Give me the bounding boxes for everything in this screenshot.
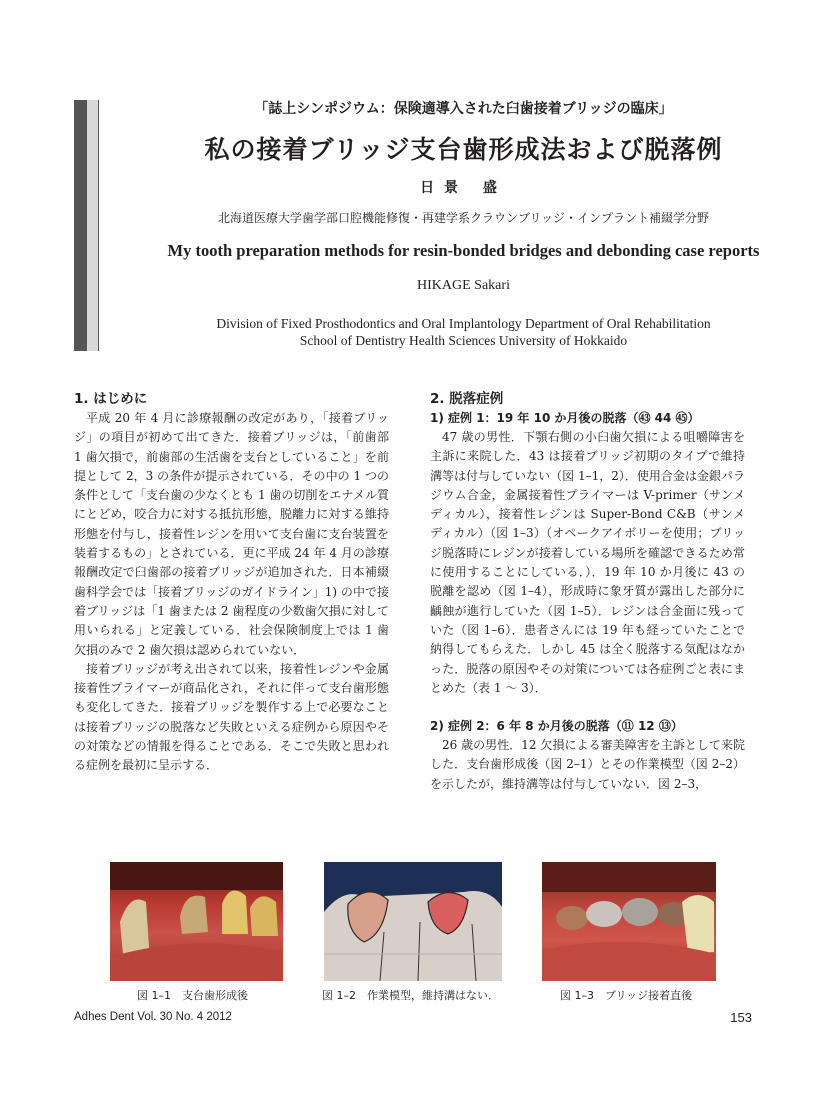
affiliation-en-line1: Division of Fixed Prosthodontics and Oral Implantology Department of Oral Rehabilitation bbox=[216, 316, 711, 331]
case1-heading: 1) 症例 1：19 年 10 か月後の脱落（㊸ 44 ㊺） bbox=[430, 411, 700, 425]
journal-footer: Adhes Dent Vol. 30 No. 4 2012 bbox=[74, 1011, 232, 1023]
figure-1-3-caption: 図 1–3 ブリッジ接着直後 bbox=[560, 989, 693, 1002]
symposium-series-title: 「誌上シンポジウム：保険適導入された臼歯接着ブリッジの臨床」 bbox=[254, 101, 673, 117]
left-column bbox=[74, 390, 389, 776]
case2-paragraph: 26 歳の男性．12 欠損による審美障害を主訴として来院した．支台歯形成後（図 2–1）とその作業模型（図 2–2）を示したが，維持溝等は付与していない．図 2–3， bbox=[430, 738, 745, 791]
section-heading-introduction: 1. はじめに bbox=[74, 391, 148, 407]
affiliation-en-line2: School of Dentistry Health Sciences University of Hokkaido bbox=[299, 333, 628, 348]
figure-1-3-illustration bbox=[542, 862, 716, 981]
intro-paragraph-1: 平成 20 年 4 月に診療報酬の改定があり，「接着ブリッジ」の項目が初めて出てきた．接着ブリッジは，「前歯部 1 歯欠損で，前歯部の生活歯を支台としていること」を前提として 2，3 の条件が提示されている．その中の 1 つの条件として「支台歯の少なくとも 1 歯の切削をエナメル質にとどめ，咬合力に対する抵抗形態，脱離力に対する維持形態を付与し，接着性レジンを用いて支台歯に支台装置を装着するもの」とされている．更に平成 24 年 4 月の診療報酬改定で臼歯部の接着ブリッジが追加された．日本補綴歯科学会では「接着ブリッジのガイドライン」1) の中で接着ブリッジは「1 歯または 2 歯程度の少数歯欠損に対して用いられる」と定義している．社会保険制度上では 1 歯欠損のみで 2 歯欠損は認められていない． bbox=[74, 411, 389, 657]
figure-1-2-illustration bbox=[324, 862, 502, 981]
article-title-ja: 私の接着ブリッジ支台歯形成法および脱落例 bbox=[204, 135, 723, 164]
article-title-en: My tooth preparation methods for resin-bonded bridges and debonding case reports bbox=[167, 241, 760, 260]
title-accent-bar bbox=[74, 100, 87, 351]
figure-1-3-photo bbox=[542, 862, 716, 981]
figure-1-1-caption: 図 1–1 支台歯形成後 bbox=[137, 989, 248, 1002]
intro-paragraph-2: 接着ブリッジが考え出されて以来，接着性レジンや金属接着性プライマーが商品化され，それに伴って支台歯形態も変化してきた．接着ブリッジを製作する上で必要なことは接着ブリッジの脱落など失敗といえる症例から原因やその対策などの情報を得ることである．そこで失敗と思われる症例を最初に呈示する． bbox=[74, 661, 389, 773]
right-column bbox=[430, 390, 745, 794]
figure-1-2-photo bbox=[324, 862, 502, 981]
affiliation-ja: 北海道医療大学歯学部口腔機能修復・再建学系クラウンブリッジ・インプラント補綴学分野 bbox=[217, 211, 710, 225]
affiliation-en bbox=[100, 315, 827, 349]
author-name-ja: 日景 盛 bbox=[420, 180, 507, 196]
figure-1-1-photo bbox=[110, 862, 283, 981]
case-spacer bbox=[430, 698, 745, 717]
page-number: 153 bbox=[730, 1010, 752, 1025]
case1-paragraph: 47 歳の男性．下顎右側の小臼歯欠損による咀嚼障害を主訴に来院した．43 は接着ブリッジ初期のタイプで維持溝等は付与していない（図 1–1，2）．使用合金は金銀パラジウム合金，金属接着性プライマーは V-primer（サンメディカル），接着性レジンは Super-Bond C&B（サンメディカル）（図 1–3）（オペークアイボリーを使用；ブリッジ脱落時にレジンが接着している場所を確認できるため常に使用することにしている．）．19 年 10 か月後に 43 の脱離を認め（図 1–4），形成時に象牙質が露出した部分に齲蝕が進行していた（図 1–5）．レジンは合金面に残っていた（図 1–6）．患者さんには 19 年も経っていたことで納得してもらえた．しかし 45 は全く脱落する気配はなかった．脱落の原因やその対策については各症例ごと表にまとめた（表 1 ～ 3）． bbox=[430, 430, 745, 695]
figure-1-1-illustration bbox=[110, 862, 283, 981]
title-accent-bar-light bbox=[87, 100, 99, 351]
author-name-en: HIKAGE Sakari bbox=[417, 278, 510, 293]
case2-heading: 2) 症例 2：6 年 8 か月後の脱落（⑪ 12 ⑬） bbox=[430, 719, 683, 734]
figure-1-2-caption: 図 1–2 作業模型，維持溝はない． bbox=[322, 989, 499, 1002]
section-heading-debonding-cases: 2. 脱落症例 bbox=[430, 391, 504, 407]
